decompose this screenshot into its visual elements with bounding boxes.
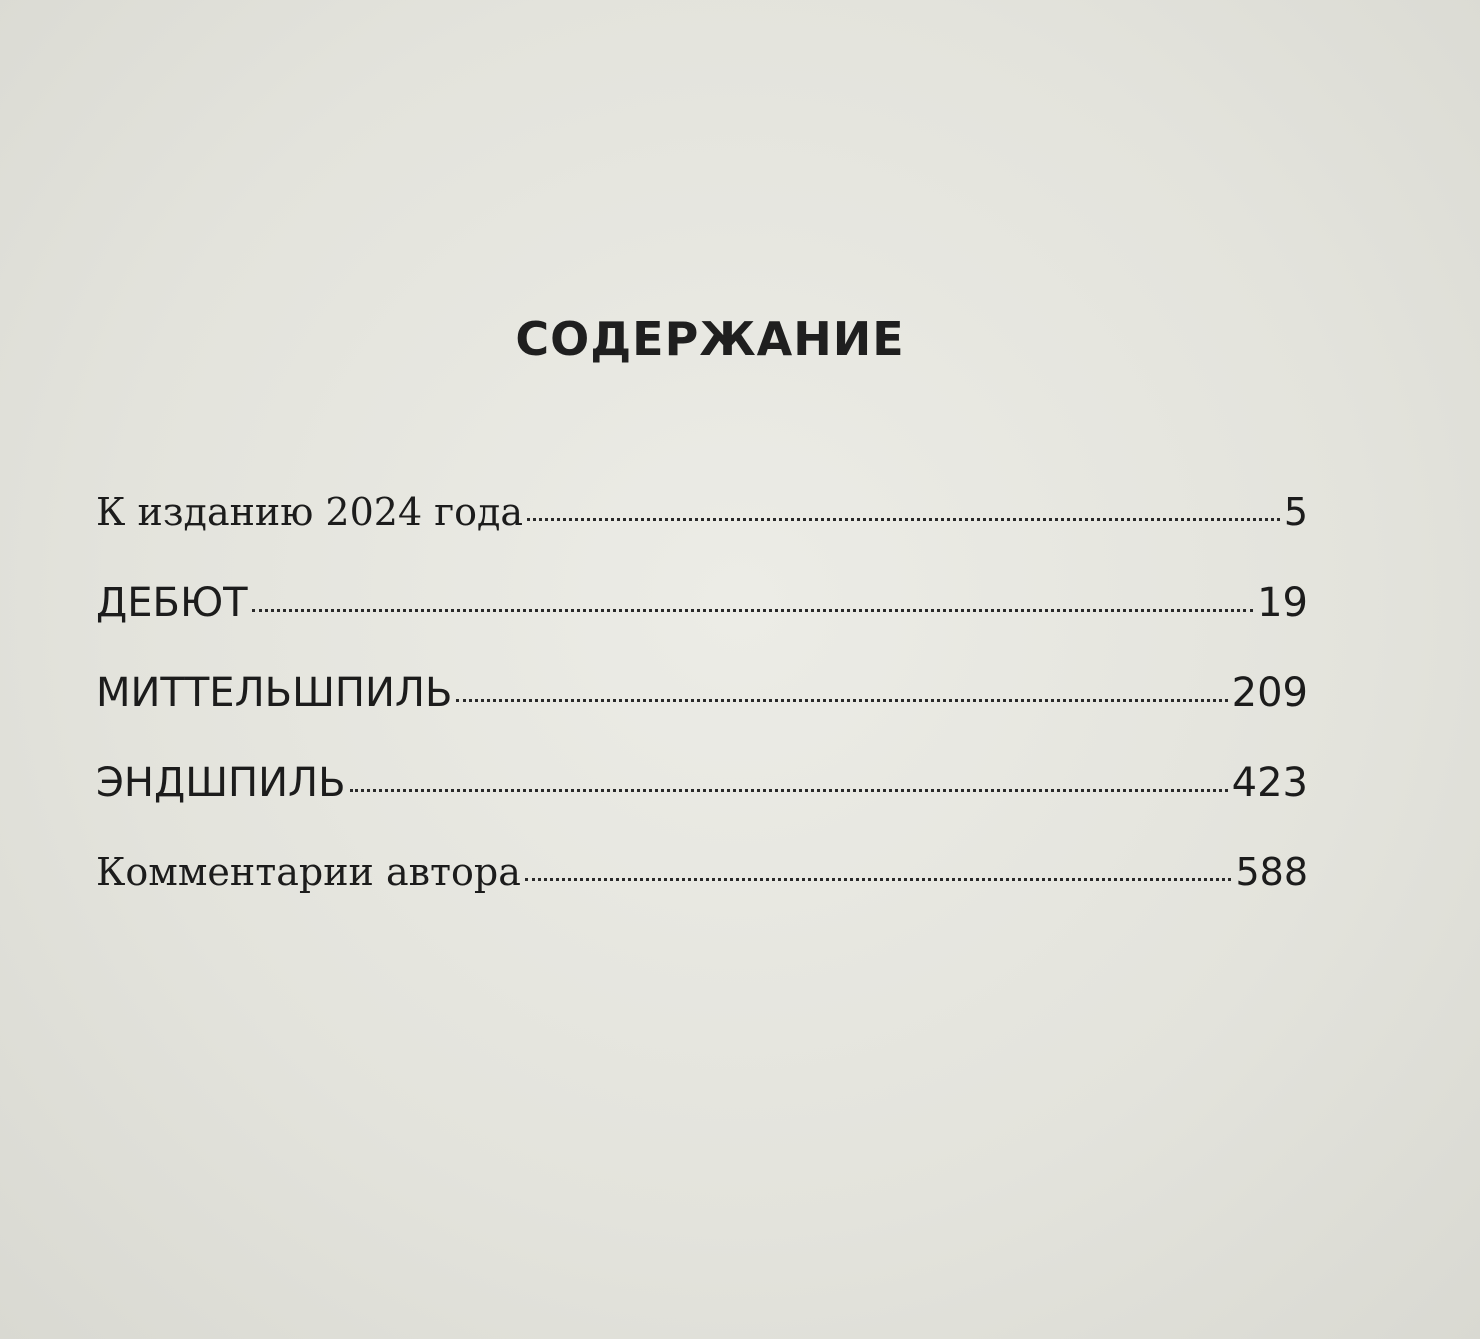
dot-leader <box>456 698 1227 702</box>
contents-heading: СОДЕРЖАНИЕ <box>515 312 905 366</box>
toc-entry-page: 588 <box>1235 850 1308 894</box>
dot-leader <box>252 608 1254 612</box>
toc-entry <box>96 850 1308 940</box>
table-of-contents <box>96 490 1308 940</box>
toc-entry <box>96 760 1308 850</box>
toc-entry <box>96 670 1308 760</box>
toc-entry-page: 5 <box>1283 490 1308 534</box>
toc-entry-page: 19 <box>1257 580 1308 626</box>
toc-entry-title: Комментарии автора <box>96 850 521 894</box>
toc-entry-page: 423 <box>1231 760 1308 806</box>
toc-entry-title: К изданию 2024 года <box>96 490 524 534</box>
dot-leader <box>525 877 1232 881</box>
toc-entry <box>96 490 1308 580</box>
dot-leader <box>350 788 1228 792</box>
toc-entry <box>96 580 1308 670</box>
toc-entry-title: ДЕБЮТ <box>96 580 248 626</box>
dot-leader <box>527 517 1280 521</box>
toc-entry-page: 209 <box>1231 670 1308 716</box>
toc-entry-title: МИТТЕЛЬШПИЛЬ <box>96 670 453 716</box>
toc-entry-title: ЭНДШПИЛЬ <box>96 760 346 806</box>
